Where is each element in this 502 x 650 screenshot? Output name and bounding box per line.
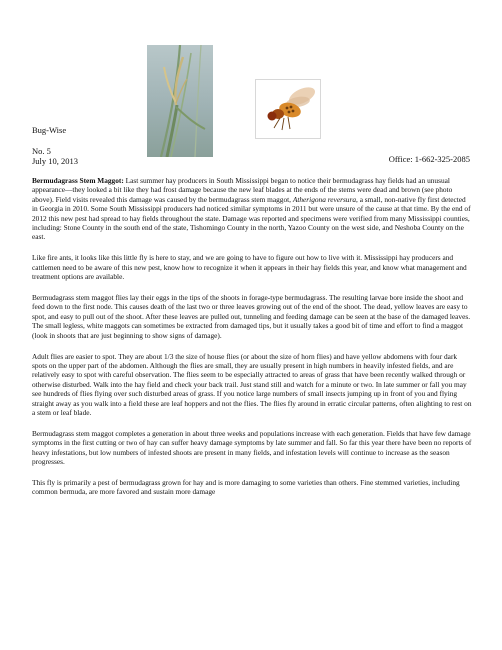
- paragraph-fire-ants: Like fire ants, it looks like this little fly is here to stay, and we are going to have to figure out how to live with it. Mississippi hay producers and cattlemen need to be aware of this new pest, know how to recognize it when it appears in their hay fields this year, and know what management and treatment options are available.: [32, 253, 467, 282]
- issue-date: July 10, 2013: [32, 156, 79, 166]
- office-phone: Office: 1-662-325-2085: [388, 154, 470, 164]
- article-body: [32, 176, 472, 508]
- paragraph-adult-flies: Adult flies are easier to spot. They are about 1/3 the size of house flies (or about the size of horn flies) and have yellow abdomens with four dark spots on the upper part of the abdomen. Although the flies are small, they are usually present in high numbers in heavily infested fields, and are relatively easy to spot with careful observation. The flies seem to be especially attracted to areas of grass that have been recently walked through or otherwise disturbed. Walk into the hay field and check your back trail. Just stand still and watch for a minute or two. In late summer or fall you may see hundreds of flies flying over such disturbed areas of grass. If you notice large numbers of small insects jumping up in front of you and flying straight away as you walk into a field these are leaf hoppers and not the flies. The flies fly around in erratic circular patterns, often alighting to rest on a stem or leaf blade.: [32, 351, 472, 418]
- newsletter-title: Bug-Wise: [32, 125, 67, 135]
- paragraph-intro: [32, 176, 472, 242]
- fly-illustration: [256, 80, 320, 138]
- article-heading: Bermudagrass Stem Maggot:: [32, 176, 124, 185]
- grass-stem-illustration: [147, 45, 213, 157]
- paragraph-intro-text-b: , a small, non-native fly first detected in Georgia in 2010. Some South Mississippi producers had noticed similar symptoms in 2011 but were unsure of the cause at that time. By the end of 2012 this new pest had spread to hay fields throughout the state. Damage was reported and specimens were verified from many Mississippi counties, including: Stone County in the south end of the state, Tishomingo County in the north, Yazoo County on the west side, and Neshoba County on the east.: [32, 194, 471, 242]
- paragraph-intro-text-a: Last summer hay producers in South Mississippi began to notice their bermudagrass hay fields had an unusual appearance—they looked a bit like they had frost damage because the new leaf blades at the ends of the stems were dead and brown (see photo above). Field visits revealed this damage was caused by the bermudagrass stem maggot,: [32, 176, 453, 204]
- issue-number: No. 5: [32, 146, 51, 156]
- fly-photo: [255, 79, 321, 139]
- grass-stem-photo: [147, 45, 213, 157]
- paragraph-eggs-larvae: Bermudagrass stem maggot flies lay their eggs in the tips of the shoots in forage-type bermudagrass. The resulting larvae bore inside the shoot and feed down to the first node. This causes death of the last two or three leaves growing out of the end of the shoot. The dead, yellow leaves are easy to spot, and easy to pull out of the shoot. After these leaves are pulled out, tunneling and feeding damage can be seen at the base of the damaged leaves. The small legless, white maggots can sometimes be extracted from damaged tips, but it usually takes a good bit of time and effort to find a maggot (look in shoots that are just beginning to show signs of damage).: [32, 293, 471, 340]
- paragraph-generations: Bermudagrass stem maggot completes a generation in about three weeks and populations increase with each generation. Fields that have few damage symptoms in the first cutting or two of hay can suffer heavy damage symptoms by late summer and fall. So far this year there have been no reports of heavy infestations, but low numbers of infested shoots are present in many fields, and infestation levels will continue to increase as the season progresses.: [32, 428, 472, 467]
- paragraph-varieties: This fly is primarily a pest of bermudagrass grown for hay and is more damaging to some varieties than others. Fine stemmed varieties, including common bermuda, are more favored and sustain more damage: [32, 478, 460, 497]
- scientific-name: Atherigona reversura: [292, 194, 357, 204]
